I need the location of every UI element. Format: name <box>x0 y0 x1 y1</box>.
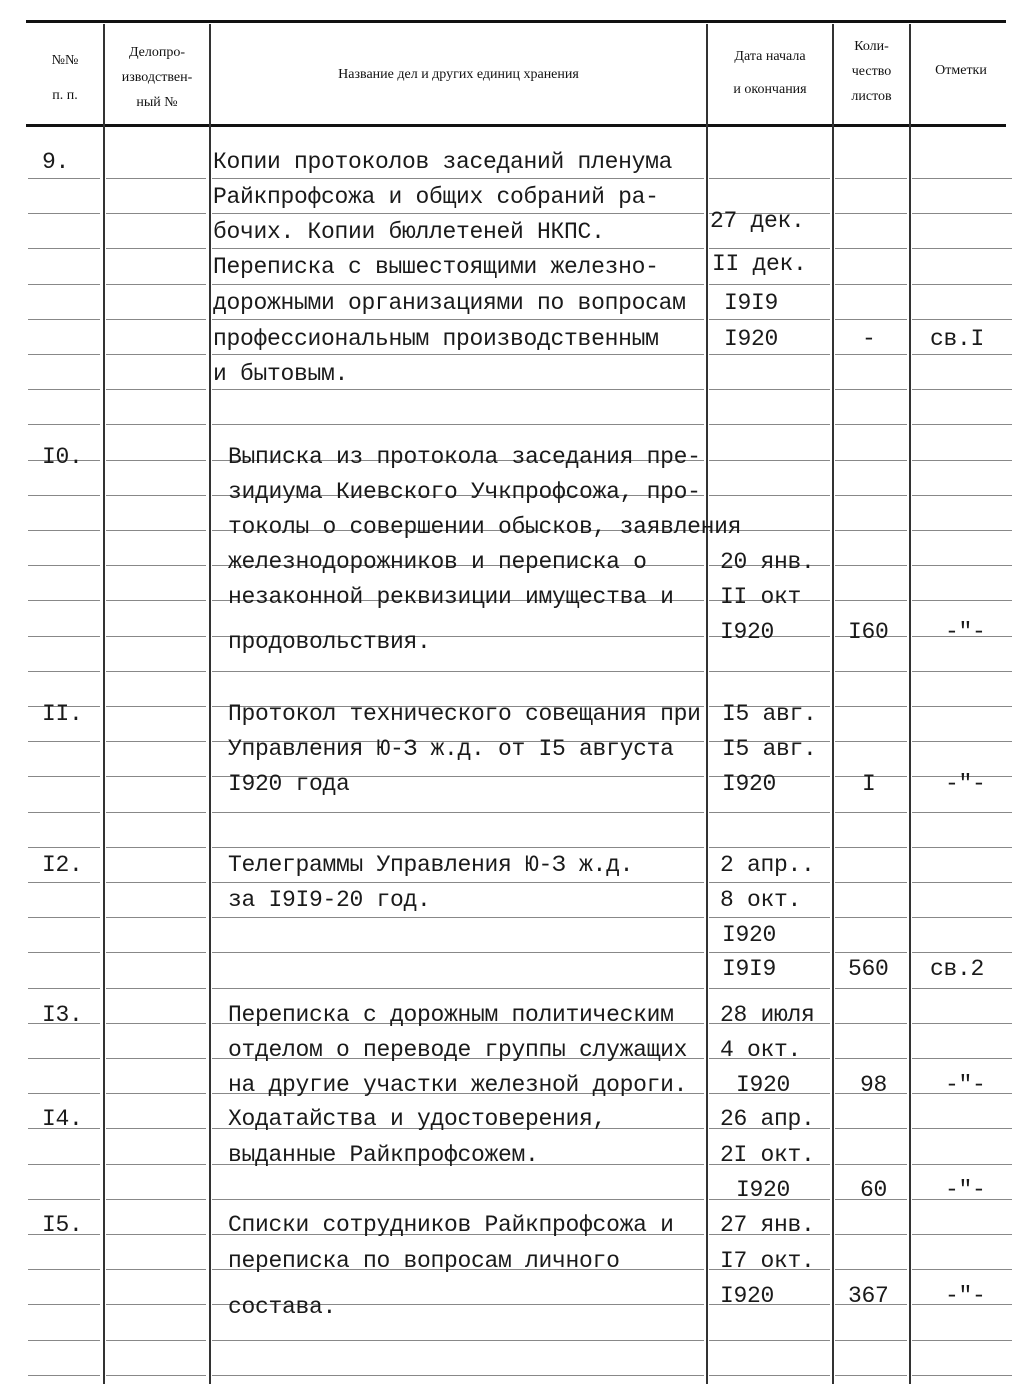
header-office-line: ный № <box>136 95 178 110</box>
ruled-line <box>28 1093 100 1094</box>
ruled-line <box>835 1164 907 1165</box>
ruled-line <box>212 882 704 883</box>
ruled-line <box>912 741 1012 742</box>
ruled-line <box>212 178 704 179</box>
entry-number: I2. <box>42 852 83 878</box>
ruled-line <box>106 952 206 953</box>
ruled-line <box>709 1340 830 1341</box>
entry-sheet-count: I60 <box>848 619 889 645</box>
top-border <box>26 20 1006 23</box>
column-divider <box>209 24 211 1384</box>
ruled-line <box>709 424 830 425</box>
entry-number: 9. <box>42 149 70 175</box>
ruled-line <box>709 671 830 672</box>
entry-date: I920 <box>724 326 779 352</box>
ruled-line <box>106 706 206 707</box>
ruled-line <box>835 1269 907 1270</box>
ruled-line <box>106 495 206 496</box>
entry-title-line: зидиума Киевского Учкпрофсожа, про- <box>228 479 701 505</box>
ruled-line <box>912 847 1012 848</box>
entry-title-line: переписка по вопросам личного <box>228 1248 620 1274</box>
ruled-line <box>106 530 206 531</box>
ruled-line <box>835 1023 907 1024</box>
ruled-line <box>212 389 704 390</box>
ruled-line <box>28 565 100 566</box>
ruled-line <box>212 1340 704 1341</box>
ruled-line <box>709 1375 830 1376</box>
ruled-line <box>835 706 907 707</box>
ruled-line <box>106 284 206 285</box>
ruled-line <box>106 1304 206 1305</box>
ruled-line <box>106 213 206 214</box>
ruled-line <box>106 1375 206 1376</box>
ruled-line <box>912 1234 1012 1235</box>
header-count-line: Коли- <box>854 39 889 54</box>
ruled-line <box>835 847 907 848</box>
entry-sheet-count: 98 <box>860 1072 888 1098</box>
ruled-line <box>835 354 907 355</box>
ruled-line <box>912 1269 1012 1270</box>
ruled-line <box>28 776 100 777</box>
ruled-line <box>912 917 1012 918</box>
ruled-line <box>835 1058 907 1059</box>
ruled-line <box>106 1340 206 1341</box>
column-divider <box>706 24 708 1384</box>
ruled-line <box>28 812 100 813</box>
ruled-line <box>912 424 1012 425</box>
ruled-line <box>912 248 1012 249</box>
header-sheet-count <box>834 34 909 109</box>
ruled-line <box>709 917 830 918</box>
entry-date: 27 янв. <box>720 1212 815 1238</box>
ruled-line <box>212 248 704 249</box>
entry-notes: -"- <box>945 1072 986 1098</box>
ruled-line <box>835 1234 907 1235</box>
ruled-line <box>28 1340 100 1341</box>
ruled-line <box>912 882 1012 883</box>
header-office-number <box>105 40 209 115</box>
ruled-line <box>212 284 704 285</box>
ruled-line <box>709 284 830 285</box>
entry-date: 26 апр. <box>720 1106 815 1132</box>
entry-title-line: дорожными организациями по вопросам <box>213 290 686 316</box>
entry-title-line: незаконной реквизиции имущества и <box>228 584 674 610</box>
ruled-line <box>28 882 100 883</box>
entry-date: 4 окт. <box>720 1037 802 1063</box>
entry-sheet-count: 60 <box>860 1177 888 1203</box>
entry-title-line: Выписка из протокола заседания пре- <box>228 444 701 470</box>
ruled-line <box>28 988 100 989</box>
entry-title-line: продовольствия. <box>228 629 431 655</box>
ruled-line <box>28 495 100 496</box>
ruled-line <box>106 636 206 637</box>
header-notes: Отметки <box>935 63 987 78</box>
entry-notes: св.2 <box>930 956 985 982</box>
ruled-line <box>835 917 907 918</box>
ruled-line <box>28 1304 100 1305</box>
header-title: Название дел и других единиц хранения <box>338 67 579 82</box>
ruled-line <box>912 319 1012 320</box>
ruled-line <box>835 530 907 531</box>
ruled-line <box>28 952 100 953</box>
ruled-line <box>106 776 206 777</box>
ruled-line <box>912 812 1012 813</box>
ruled-line <box>835 565 907 566</box>
ruled-line <box>709 460 830 461</box>
ruled-line <box>106 424 206 425</box>
ruled-line <box>835 389 907 390</box>
ruled-line <box>912 671 1012 672</box>
header-dates-line: и окончания <box>733 82 807 97</box>
entry-date: 28 июля <box>720 1002 815 1028</box>
entry-title-line: профессиональным производственным <box>213 326 659 352</box>
entry-date: I5 авг. <box>722 701 817 727</box>
entry-title-line: Списки сотрудников Райкпрофсожа и <box>228 1212 674 1238</box>
ruled-line <box>106 847 206 848</box>
entry-date: I7 окт. <box>720 1248 815 1274</box>
ruled-line <box>28 389 100 390</box>
entry-title-line: и бытовым. <box>213 361 349 387</box>
entry-title-line: Переписка с дорожным политическим <box>228 1002 674 1028</box>
entry-date: 20 янв. <box>720 549 815 575</box>
ruled-line <box>28 1164 100 1165</box>
entry-number: I4. <box>42 1106 83 1132</box>
ruled-line <box>28 178 100 179</box>
ruled-line <box>709 354 830 355</box>
ruled-line <box>709 389 830 390</box>
entry-title-line: за I9I9-20 год. <box>228 887 431 913</box>
ruled-line <box>835 213 907 214</box>
ruled-line <box>28 319 100 320</box>
entry-date: I920 <box>722 922 777 948</box>
entry-date: 2I окт. <box>720 1142 815 1168</box>
entry-notes: -"- <box>945 771 986 797</box>
ruled-line <box>912 1340 1012 1341</box>
ruled-line <box>835 952 907 953</box>
ruled-line <box>912 565 1012 566</box>
header-dates <box>708 44 832 102</box>
entry-number: I3. <box>42 1002 83 1028</box>
entry-date: I9I9 <box>722 956 777 982</box>
ruled-line <box>106 565 206 566</box>
ruled-line <box>212 424 704 425</box>
ruled-line <box>912 600 1012 601</box>
entry-notes: св.I <box>930 326 985 352</box>
ruled-line <box>835 882 907 883</box>
ruled-line <box>212 319 704 320</box>
ruled-line <box>709 178 830 179</box>
header-bottom-border <box>26 124 1006 127</box>
ruled-line <box>835 319 907 320</box>
entry-sheet-count: - <box>862 326 876 352</box>
ruled-line <box>709 319 830 320</box>
entry-date: I920 <box>722 771 777 797</box>
ruled-line <box>835 1375 907 1376</box>
ruled-line <box>28 1199 100 1200</box>
ruled-line <box>835 741 907 742</box>
ruled-line <box>212 1199 704 1200</box>
entry-title-line: Ходатайства и удостоверения, <box>228 1106 607 1132</box>
ruled-line <box>912 1128 1012 1129</box>
ruled-line <box>28 917 100 918</box>
entry-title-line: железнодорожников и переписка о <box>228 549 647 575</box>
ruled-line <box>835 178 907 179</box>
ruled-line <box>912 530 1012 531</box>
ruled-line <box>28 741 100 742</box>
ruled-line <box>106 1269 206 1270</box>
ruled-line <box>28 600 100 601</box>
ruled-line <box>835 988 907 989</box>
ruled-line <box>835 1340 907 1341</box>
ruled-line <box>28 213 100 214</box>
entry-sheet-count: 367 <box>848 1283 889 1309</box>
ruled-line <box>106 319 206 320</box>
ruled-line <box>106 741 206 742</box>
entry-sheet-count: 560 <box>848 956 889 982</box>
entry-title-line: Управления Ю-З ж.д. от I5 августа <box>228 736 674 762</box>
ruled-line <box>835 424 907 425</box>
ruled-line <box>28 424 100 425</box>
entry-date: I9I9 <box>724 290 779 316</box>
ruled-line <box>106 600 206 601</box>
ruled-line <box>106 1023 206 1024</box>
ruled-line <box>835 495 907 496</box>
header-num <box>30 48 100 108</box>
entry-date: II дек. <box>712 251 807 277</box>
ruled-line <box>212 917 704 918</box>
header-count-line: чество <box>851 64 892 79</box>
entry-title-line: Копии протоколов заседаний пленума <box>213 149 673 175</box>
ruled-line <box>212 1375 704 1376</box>
ruled-line <box>212 847 704 848</box>
ruled-line <box>106 1199 206 1200</box>
ruled-line <box>212 671 704 672</box>
ruled-line <box>106 882 206 883</box>
ruled-line <box>106 389 206 390</box>
ruled-line <box>912 1375 1012 1376</box>
header-num-line: №№ <box>51 53 79 68</box>
ruled-line <box>106 460 206 461</box>
entry-number: II. <box>42 701 83 727</box>
entry-title-line: на другие участки железной дороги. <box>228 1072 688 1098</box>
ruled-line <box>912 354 1012 355</box>
ruled-line <box>28 1269 100 1270</box>
entry-title-line: Переписка с вышестоящими железно- <box>213 254 659 280</box>
ruled-line <box>106 248 206 249</box>
entry-title-line: токолы о совершении обысков, заявления <box>228 514 742 540</box>
ruled-line <box>106 178 206 179</box>
ruled-line <box>106 988 206 989</box>
column-divider <box>909 24 911 1384</box>
entry-notes: -"- <box>945 1177 986 1203</box>
ruled-line <box>835 600 907 601</box>
header-num-line: п. п. <box>52 88 78 103</box>
entry-date: 8 окт. <box>720 887 802 913</box>
ruled-line <box>912 1164 1012 1165</box>
entry-title-line: отделом о переводе группы служащих <box>228 1037 688 1063</box>
ruled-line <box>709 248 830 249</box>
ruled-line <box>912 988 1012 989</box>
ruled-line <box>912 460 1012 461</box>
ruled-line <box>912 706 1012 707</box>
ruled-line <box>709 495 830 496</box>
ruled-line <box>709 952 830 953</box>
ruled-line <box>28 530 100 531</box>
ruled-line <box>106 917 206 918</box>
ruled-line <box>835 812 907 813</box>
ruled-line <box>28 248 100 249</box>
entry-title-line: состава. <box>228 1294 337 1320</box>
ruled-line <box>835 284 907 285</box>
ruled-line <box>28 671 100 672</box>
ruled-line <box>835 248 907 249</box>
ruled-line <box>106 671 206 672</box>
entry-notes: -"- <box>945 619 986 645</box>
entry-number: I5. <box>42 1212 83 1238</box>
entry-date: I920 <box>736 1072 791 1098</box>
ruled-line <box>709 882 830 883</box>
entry-date: I920 <box>736 1177 791 1203</box>
ruled-line <box>709 812 830 813</box>
entry-number: I0. <box>42 444 83 470</box>
ruled-line <box>912 389 1012 390</box>
ruled-line <box>709 988 830 989</box>
entry-date: I5 авг. <box>722 736 817 762</box>
entry-title-line: Телеграммы Управления Ю-З ж.д. <box>228 852 634 878</box>
entry-title-line: бочих. Копии бюллетеней НКПС. <box>213 219 605 245</box>
entry-date: II окт <box>720 584 802 610</box>
ruled-line <box>835 460 907 461</box>
ruled-line <box>106 1093 206 1094</box>
ruled-line <box>106 1128 206 1129</box>
ruled-line <box>835 671 907 672</box>
ruled-line <box>106 1164 206 1165</box>
ruled-line <box>212 354 704 355</box>
ruled-line <box>835 1128 907 1129</box>
ruled-line <box>28 847 100 848</box>
ruled-line <box>106 354 206 355</box>
ruled-line <box>912 213 1012 214</box>
ruled-line <box>106 812 206 813</box>
ruled-line <box>28 636 100 637</box>
ruled-line <box>912 495 1012 496</box>
ruled-line <box>912 1023 1012 1024</box>
header-dates-line: Дата начала <box>734 49 806 64</box>
ruled-line <box>912 178 1012 179</box>
ruled-line <box>28 1058 100 1059</box>
ruled-line <box>912 952 1012 953</box>
ruled-line <box>709 847 830 848</box>
entry-date: 2 апр.. <box>720 852 815 878</box>
ruled-line <box>212 812 704 813</box>
ruled-line <box>28 284 100 285</box>
entry-notes: -"- <box>945 1283 986 1309</box>
ruled-line <box>28 1375 100 1376</box>
ruled-line <box>212 213 704 214</box>
entry-date: 27 дек. <box>710 208 805 234</box>
column-divider <box>832 24 834 1384</box>
header-office-line: изводствен- <box>121 70 193 85</box>
header-office-line: Делопро- <box>128 45 186 60</box>
ruled-line <box>106 1058 206 1059</box>
entry-title-line: Протокол технического совещания при <box>228 701 701 727</box>
entry-sheet-count: I <box>862 771 876 797</box>
ruled-line <box>28 354 100 355</box>
header-count-line: листов <box>851 89 892 104</box>
entry-date: I920 <box>720 619 775 645</box>
entry-date: I920 <box>720 1283 775 1309</box>
entry-title-line: Райкпрофсожа и общих собраний ра- <box>213 184 659 210</box>
entry-title-line: I920 года <box>228 771 350 797</box>
ruled-line <box>106 1234 206 1235</box>
ruled-line <box>912 1058 1012 1059</box>
ruled-line <box>912 284 1012 285</box>
entry-title-line: выданные Райкпрофсожем. <box>228 1142 539 1168</box>
column-divider <box>103 24 105 1384</box>
ruled-line <box>212 988 704 989</box>
ruled-line <box>212 952 704 953</box>
